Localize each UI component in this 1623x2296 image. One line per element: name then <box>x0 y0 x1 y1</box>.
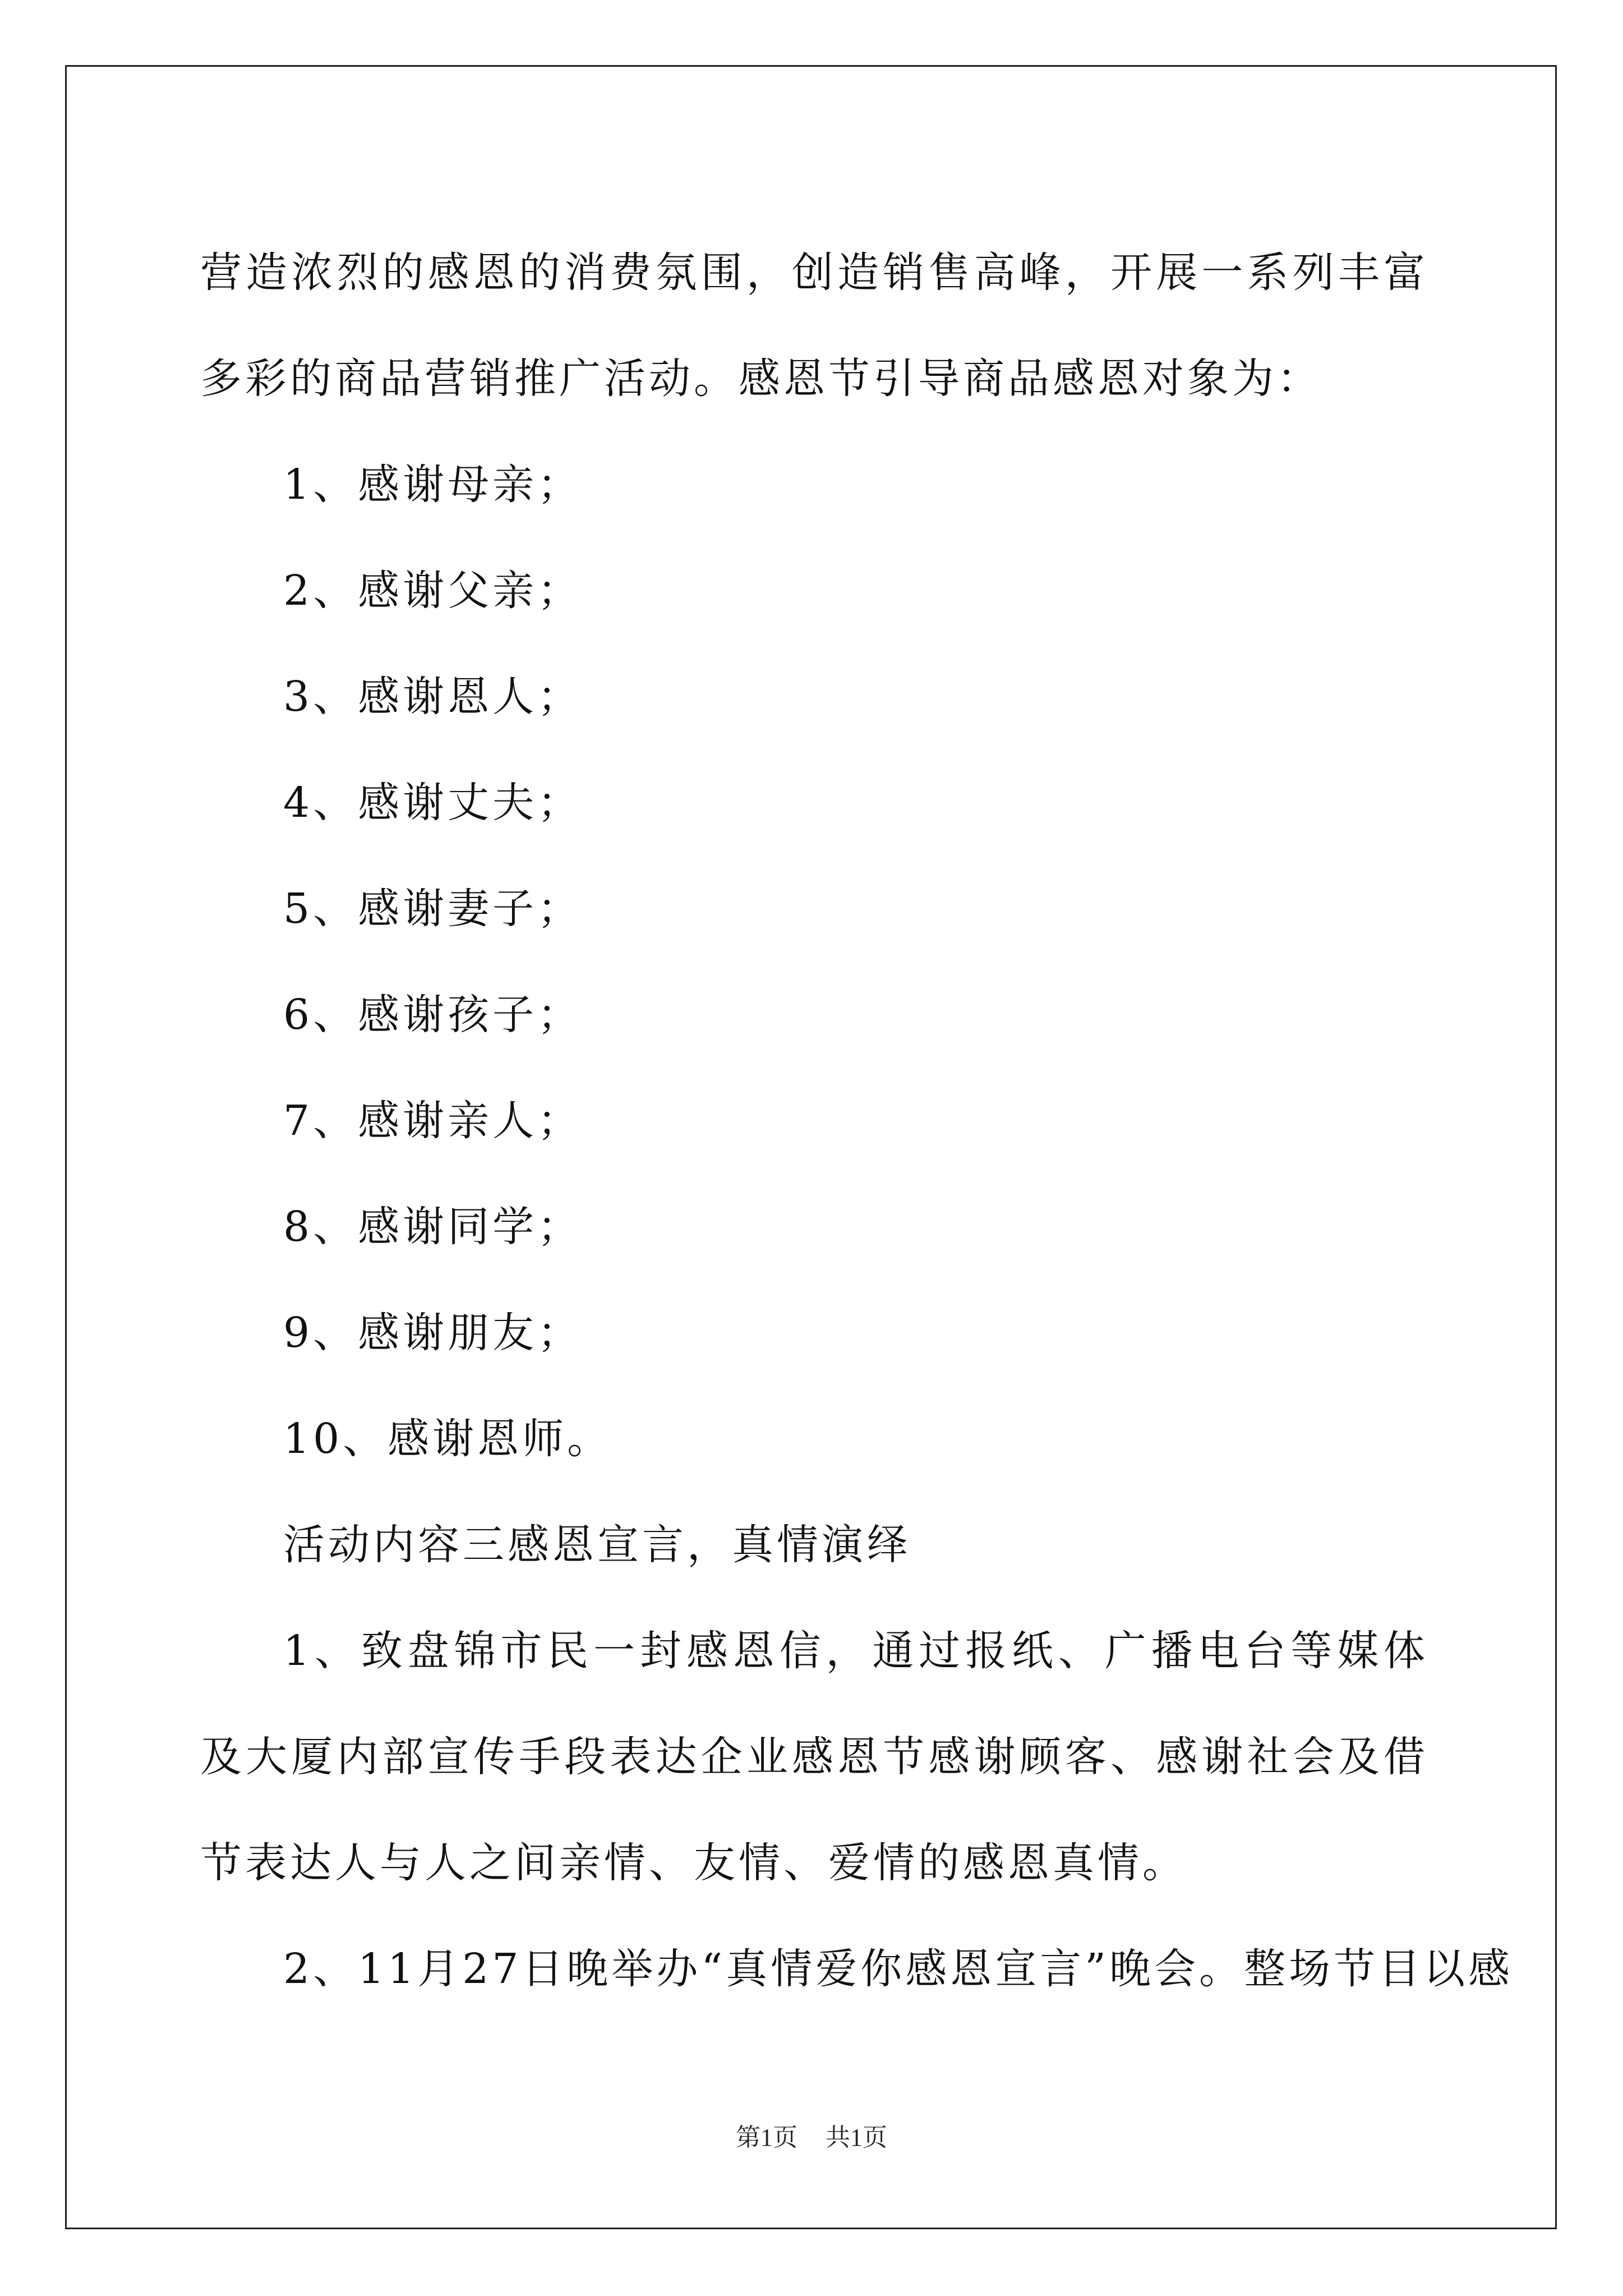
paragraph-gala: 2、11月27日晚举办“真情爱你感恩宣言”晚会。整场节目以感 <box>283 1945 1514 1993</box>
page-footer <box>0 2117 1623 2153</box>
list-item-7: 7、感谢亲人； <box>283 1097 583 1145</box>
list-item-4: 4、感谢丈夫； <box>283 779 583 827</box>
section-heading: 活动内容三感恩宣言，真情演绎 <box>283 1521 911 1569</box>
page-total: 共1页 <box>826 2124 887 2151</box>
page-number: 第1页 <box>736 2124 797 2151</box>
document-body <box>200 220 1514 2022</box>
list-item-5: 5、感谢妻子； <box>283 885 583 933</box>
list-item-6: 6、感谢孩子； <box>283 991 583 1039</box>
list-item-9: 9、感谢朋友； <box>283 1309 583 1357</box>
paragraph-intro: 营造浓烈的感恩的消费氛围，创造销售高峰，开展一系列丰富多彩的商品营销推广活动。感恩节引导商品感恩对象为： <box>200 249 1428 403</box>
list-item-2: 2、感谢父亲； <box>283 567 583 615</box>
list-item-10: 10、感谢恩师。 <box>283 1415 612 1463</box>
list-item-8: 8、感谢同学； <box>283 1203 583 1251</box>
list-item-3: 3、感谢恩人； <box>283 673 583 721</box>
list-item-1: 1、感谢母亲； <box>283 461 583 509</box>
paragraph-letter: 1、致盘锦市民一封感恩信，通过报纸、广播电台等媒体及大厦内部宣传手段表达企业感恩节感谢顾客、感谢社会及借节表达人与人之间亲情、友情、爱情的感恩真情。 <box>200 1627 1428 1887</box>
